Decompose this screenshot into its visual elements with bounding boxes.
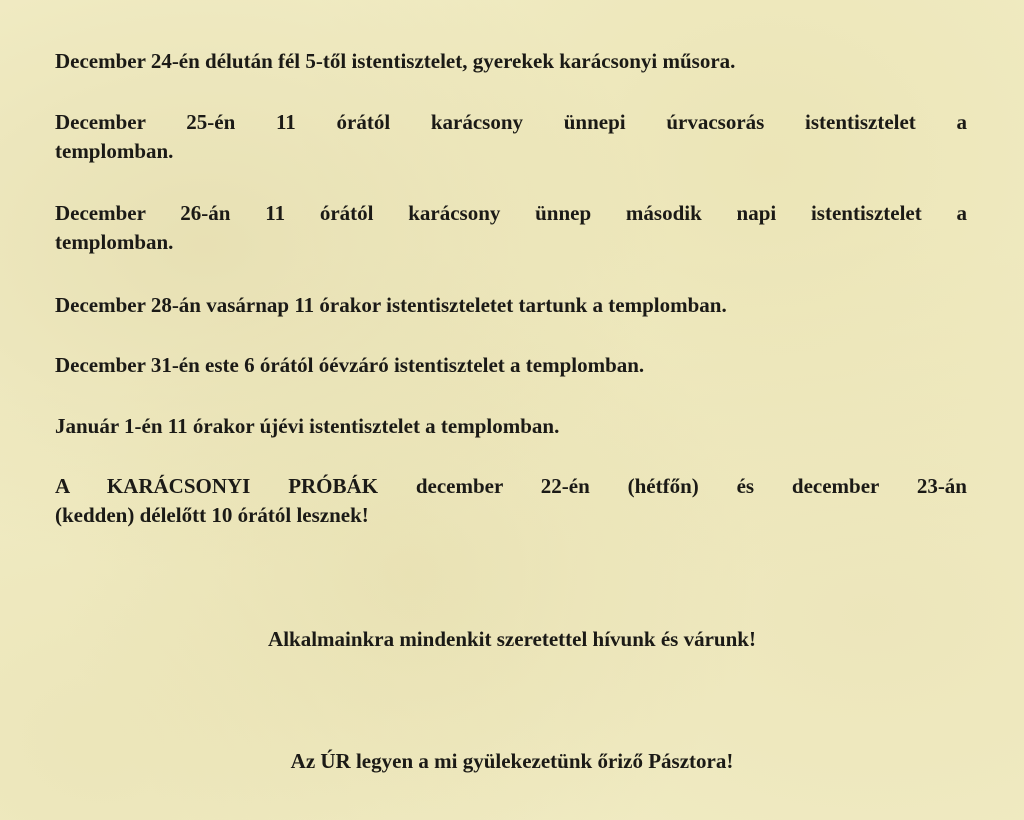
- rehearsal-notice-line2: (kedden) délelőtt 10 órától lesznek!: [55, 503, 369, 527]
- invitation-text: Alkalmainkra mindenkit szeretettel hívunk és várunk!: [268, 627, 756, 651]
- announcement-dec-26-line2: templomban.: [55, 230, 174, 254]
- announcement-dec-25-line2: templomban.: [55, 139, 174, 163]
- blessing-text: Az ÚR legyen a mi gyülekezetünk őriző Pásztora!: [290, 749, 734, 773]
- rehearsal-notice: [55, 472, 967, 530]
- announcement-dec-24: December 24-én délután fél 5-től istentisztelet, gyerekek karácsonyi műsora.: [55, 49, 736, 73]
- announcement-dec-31: December 31-én este 6 órától óévzáró istentisztelet a templomban.: [55, 353, 645, 377]
- announcement-dec-25: [55, 108, 967, 166]
- announcement-dec-25-line1: December 25-én 11 órától karácsony ünnepi úrvacsorás istentisztelet a: [55, 110, 967, 134]
- rehearsal-notice-line1: A KARÁCSONYI PRÓBÁK december 22-én (hétfőn) és december 23-án: [55, 474, 967, 498]
- announcement-dec-28: December 28-án vasárnap 11 órakor istentiszteletet tartunk a templomban.: [55, 293, 727, 317]
- announcement-dec-26-line1: December 26-án 11 órától karácsony ünnep második napi istentisztelet a: [55, 201, 967, 225]
- announcement-dec-26: [55, 199, 967, 257]
- announcement-jan-1: Január 1-én 11 órakor újévi istentisztelet a templomban.: [55, 414, 560, 438]
